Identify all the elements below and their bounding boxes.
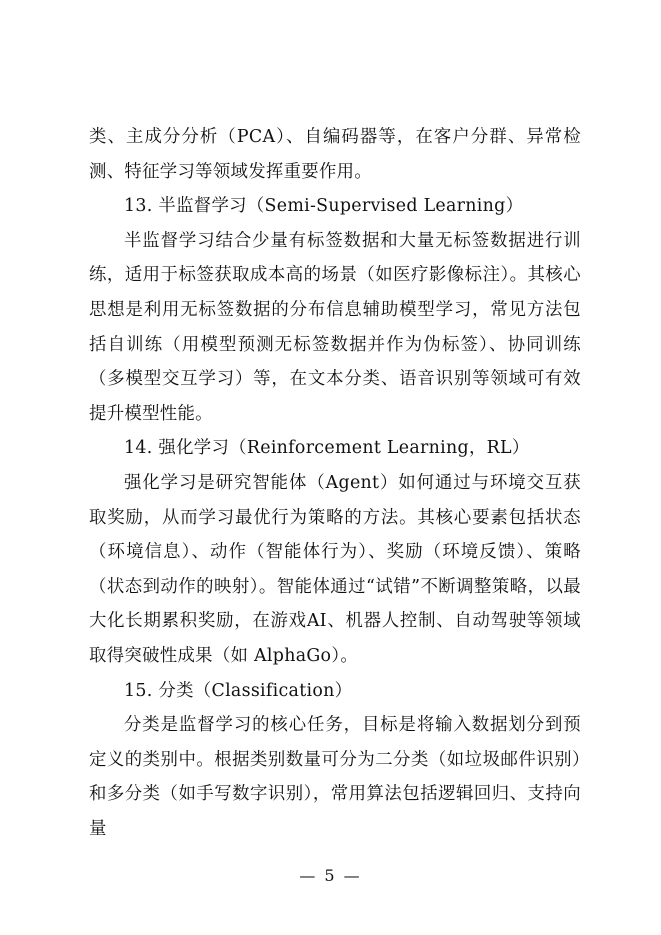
continuation-paragraph: 类、主成分分析（PCA）、自编码器等，在客户分群、异常检测、特征学习等领域发挥重要作用。 [89,127,581,182]
section-heading-13: 13. 半监督学习（Semi-Supervised Learning） [124,196,524,217]
page-number: — 5 — [299,866,362,885]
section-body-14: 强化学习是研究智能体（Agent）如何通过与环境交互获取奖励，从而学习最优行为策略的方法。其核心要素包括状态（环境信息）、动作（智能体行为）、奖励（环境反馈）、策略（状态到动作的映射）。智能体通过“试错”不断调整策略，以最大化长期累积奖励，在游戏AI、机器人控制、自动驾驶等领域取得突破性成果（如 AlphaGo）。 [89,472,581,666]
section-heading-15: 15. 分类（Classification） [124,680,353,701]
section-body-13: 半监督学习结合少量有标签数据和大量无标签数据进行训练，适用于标签获取成本高的场景（如医疗影像标注）。其核心思想是利用无标签数据的分布信息辅助模型学习，常见方法包括自训练（用模型预测无标签数据并作为伪标签）、协同训练（多模型交互学习）等，在文本分类、语音识别等领域可有效提升模型性能。 [89,230,581,424]
document-body [89,120,581,846]
section-heading-14: 14. 强化学习（Reinforcement Learning，RL） [124,438,530,459]
section-body-15: 分类是监督学习的核心任务，目标是将输入数据划分到预定义的类别中。根据类别数量可分为二分类（如垃圾邮件识别）和多分类（如手写数字识别），常用算法包括逻辑回归、支持向量 [89,715,581,839]
